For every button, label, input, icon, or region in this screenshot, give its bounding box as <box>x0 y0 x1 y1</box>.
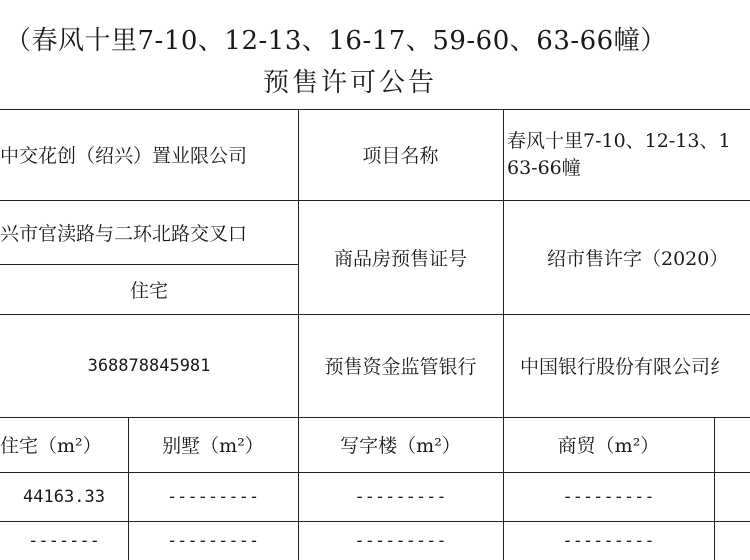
developer-value: 中交花创（绍兴）置业限公司 <box>0 145 248 167</box>
area-commercial-value: --------- <box>562 486 655 507</box>
project-name-value <box>507 126 750 198</box>
bank-value: 中国银行股份有限公司纟 <box>520 356 730 378</box>
usage-value: 住宅 <box>129 279 168 302</box>
certificate-value: 绍市售许字（2020） <box>547 247 729 270</box>
area-header-villa: 别墅（m²） <box>162 435 264 457</box>
announcement-title-line1: （春风十里7-10、12-13、16-17、59-60、63-66幢） <box>5 26 667 56</box>
project-name-value-line1: 春风十里7-10、12-13、1 <box>507 130 731 152</box>
area-commercial-value-row2: --------- <box>562 530 655 551</box>
column-divider <box>714 417 715 560</box>
area-office-value: --------- <box>354 486 447 507</box>
announcement-title-line2: 预售许可公告 <box>263 68 438 98</box>
area-residential-value: 44163.33 <box>23 486 105 507</box>
location-value: 兴市官渎路与二环北路交叉口 <box>0 222 248 245</box>
area-residential-value-row2: ------- <box>28 530 100 551</box>
column-divider <box>503 109 504 417</box>
area-office-value-row2: --------- <box>354 530 447 551</box>
certificate-label: 商品房预售证号 <box>333 247 467 270</box>
project-name-label: 项目名称 <box>362 145 439 167</box>
area-header-residential: 住宅（m²） <box>0 435 102 457</box>
bank-label: 预售资金监管银行 <box>324 356 477 378</box>
area-header-office: 写字楼（m²） <box>340 435 461 457</box>
project-name-value-line2: 63-66幢 <box>507 157 581 179</box>
area-villa-value-row2: --------- <box>166 530 260 551</box>
account-value: 368878845981 <box>87 355 211 376</box>
area-villa-value: --------- <box>166 486 260 507</box>
area-header-commercial: 商贸（m²） <box>557 435 660 457</box>
